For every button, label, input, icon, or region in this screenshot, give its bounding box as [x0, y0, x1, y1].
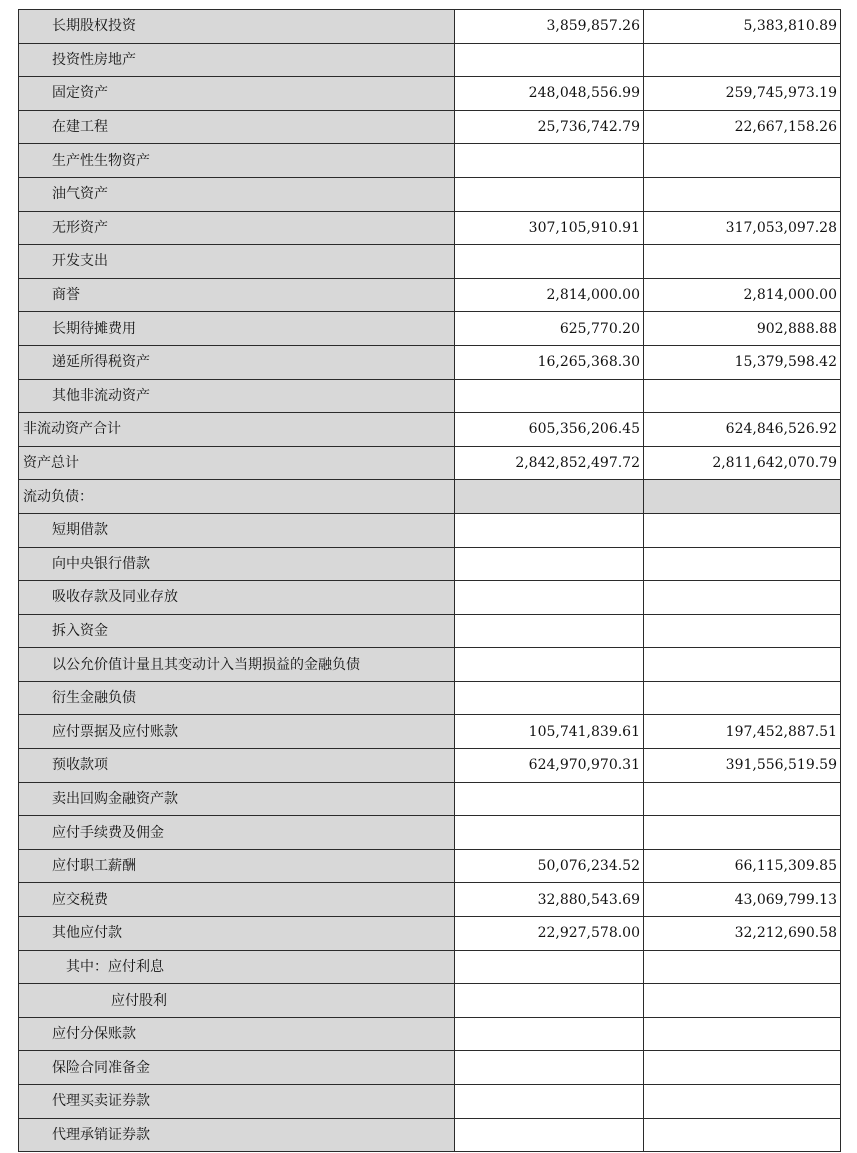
table-row: [19, 10, 841, 44]
current-period-value: [455, 614, 644, 648]
row-label: 应付分保账款: [19, 1017, 455, 1051]
current-period-value: [455, 648, 644, 682]
previous-period-value: [644, 379, 841, 413]
current-period-value: 105,741,839.61: [455, 715, 644, 749]
current-period-value: 624,970,970.31: [455, 749, 644, 783]
row-label: 吸收存款及同业存放: [19, 581, 455, 615]
previous-period-value: 5,383,810.89: [644, 10, 841, 44]
current-period-value: 50,076,234.52: [455, 849, 644, 883]
table-row: [19, 278, 841, 312]
current-period-value: [455, 1118, 644, 1152]
current-period-value: 16,265,368.30: [455, 345, 644, 379]
current-period-value: 22,927,578.00: [455, 917, 644, 951]
previous-period-value: [644, 43, 841, 77]
table-row: [19, 1017, 841, 1051]
current-period-value: 605,356,206.45: [455, 413, 644, 447]
previous-period-value: [644, 177, 841, 211]
previous-period-value: 2,811,642,070.79: [644, 446, 841, 480]
current-period-value: [455, 984, 644, 1018]
row-label: 其他非流动资产: [19, 379, 455, 413]
previous-period-value: [644, 681, 841, 715]
previous-period-value: 2,814,000.00: [644, 278, 841, 312]
row-label: 其他应付款: [19, 917, 455, 951]
previous-period-value: [644, 950, 841, 984]
row-label: 长期股权投资: [19, 10, 455, 44]
current-period-value: [455, 816, 644, 850]
table-row: [19, 446, 841, 480]
previous-period-value: [644, 1051, 841, 1085]
current-period-value: [455, 513, 644, 547]
current-period-value: [455, 950, 644, 984]
current-period-value: [455, 1017, 644, 1051]
previous-period-value: [644, 144, 841, 178]
row-label: 卖出回购金融资产款: [19, 782, 455, 816]
table-row: [19, 749, 841, 783]
current-period-value: 3,859,857.26: [455, 10, 644, 44]
current-period-value: [455, 581, 644, 615]
previous-period-value: [644, 1017, 841, 1051]
previous-period-value: 43,069,799.13: [644, 883, 841, 917]
previous-period-value: [644, 245, 841, 279]
table-row: [19, 177, 841, 211]
table-row: [19, 211, 841, 245]
current-period-value: 25,736,742.79: [455, 110, 644, 144]
row-label: 应付职工薪酬: [19, 849, 455, 883]
table-row: [19, 547, 841, 581]
table-row: [19, 648, 841, 682]
table-row: [19, 43, 841, 77]
current-period-value: [455, 245, 644, 279]
current-period-value: [455, 43, 644, 77]
previous-period-value: [644, 547, 841, 581]
current-period-value: 32,880,543.69: [455, 883, 644, 917]
table-row: [19, 379, 841, 413]
row-label: 油气资产: [19, 177, 455, 211]
current-period-value: [455, 480, 644, 514]
table-row: [19, 144, 841, 178]
row-label: 开发支出: [19, 245, 455, 279]
row-label: 商誉: [19, 278, 455, 312]
row-label: 应交税费: [19, 883, 455, 917]
current-period-value: 248,048,556.99: [455, 77, 644, 111]
row-label: 应付票据及应付账款: [19, 715, 455, 749]
balance-sheet-body: [19, 10, 841, 1152]
current-period-value: 2,842,852,497.72: [455, 446, 644, 480]
row-label: 递延所得税资产: [19, 345, 455, 379]
row-label: 长期待摊费用: [19, 312, 455, 346]
row-label: 生产性生物资产: [19, 144, 455, 178]
table-row: [19, 345, 841, 379]
table-row: [19, 1051, 841, 1085]
row-label: 代理承销证券款: [19, 1118, 455, 1152]
balance-sheet-table: [18, 9, 841, 1152]
previous-period-value: [644, 513, 841, 547]
table-row: [19, 513, 841, 547]
table-row: [19, 77, 841, 111]
previous-period-value: [644, 581, 841, 615]
current-period-value: 2,814,000.00: [455, 278, 644, 312]
table-row: [19, 413, 841, 447]
previous-period-value: 32,212,690.58: [644, 917, 841, 951]
current-period-value: [455, 144, 644, 178]
table-row: [19, 883, 841, 917]
row-label: 在建工程: [19, 110, 455, 144]
current-period-value: [455, 547, 644, 581]
previous-period-value: [644, 782, 841, 816]
table-row: [19, 1118, 841, 1152]
current-period-value: [455, 177, 644, 211]
current-period-value: [455, 782, 644, 816]
row-label: 资产总计: [19, 446, 455, 480]
previous-period-value: 15,379,598.42: [644, 345, 841, 379]
row-label: 以公允价值计量且其变动计入当期损益的金融负债: [19, 648, 455, 682]
row-label: 固定资产: [19, 77, 455, 111]
previous-period-value: 624,846,526.92: [644, 413, 841, 447]
row-label: 代理买卖证券款: [19, 1085, 455, 1119]
previous-period-value: [644, 648, 841, 682]
current-period-value: [455, 1051, 644, 1085]
row-label: 衍生金融负债: [19, 681, 455, 715]
previous-period-value: 902,888.88: [644, 312, 841, 346]
previous-period-value: [644, 614, 841, 648]
table-row: [19, 581, 841, 615]
previous-period-value: 197,452,887.51: [644, 715, 841, 749]
previous-period-value: 317,053,097.28: [644, 211, 841, 245]
table-row: [19, 681, 841, 715]
previous-period-value: [644, 984, 841, 1018]
row-label: 预收款项: [19, 749, 455, 783]
current-period-value: [455, 1085, 644, 1119]
current-period-value: 307,105,910.91: [455, 211, 644, 245]
previous-period-value: 22,667,158.26: [644, 110, 841, 144]
table-row: [19, 782, 841, 816]
row-label: 无形资产: [19, 211, 455, 245]
previous-period-value: [644, 816, 841, 850]
row-label: 投资性房地产: [19, 43, 455, 77]
table-row: [19, 1085, 841, 1119]
row-label: 流动负债：: [19, 480, 455, 514]
previous-period-value: [644, 1118, 841, 1152]
table-row: [19, 849, 841, 883]
table-row: [19, 480, 841, 514]
previous-period-value: 66,115,309.85: [644, 849, 841, 883]
previous-period-value: 259,745,973.19: [644, 77, 841, 111]
current-period-value: 625,770.20: [455, 312, 644, 346]
current-period-value: [455, 379, 644, 413]
row-label: 拆入资金: [19, 614, 455, 648]
table-row: [19, 614, 841, 648]
previous-period-value: [644, 480, 841, 514]
row-label: 应付股利: [19, 984, 455, 1018]
table-row: [19, 245, 841, 279]
table-row: [19, 312, 841, 346]
row-label: 短期借款: [19, 513, 455, 547]
row-label: 应付手续费及佣金: [19, 816, 455, 850]
table-row: [19, 816, 841, 850]
row-label: 其中：应付利息: [19, 950, 455, 984]
table-row: [19, 715, 841, 749]
previous-period-value: 391,556,519.59: [644, 749, 841, 783]
row-label: 保险合同准备金: [19, 1051, 455, 1085]
table-row: [19, 917, 841, 951]
row-label: 向中央银行借款: [19, 547, 455, 581]
table-row: [19, 984, 841, 1018]
row-label: 非流动资产合计: [19, 413, 455, 447]
table-row: [19, 950, 841, 984]
previous-period-value: [644, 1085, 841, 1119]
current-period-value: [455, 681, 644, 715]
table-row: [19, 110, 841, 144]
